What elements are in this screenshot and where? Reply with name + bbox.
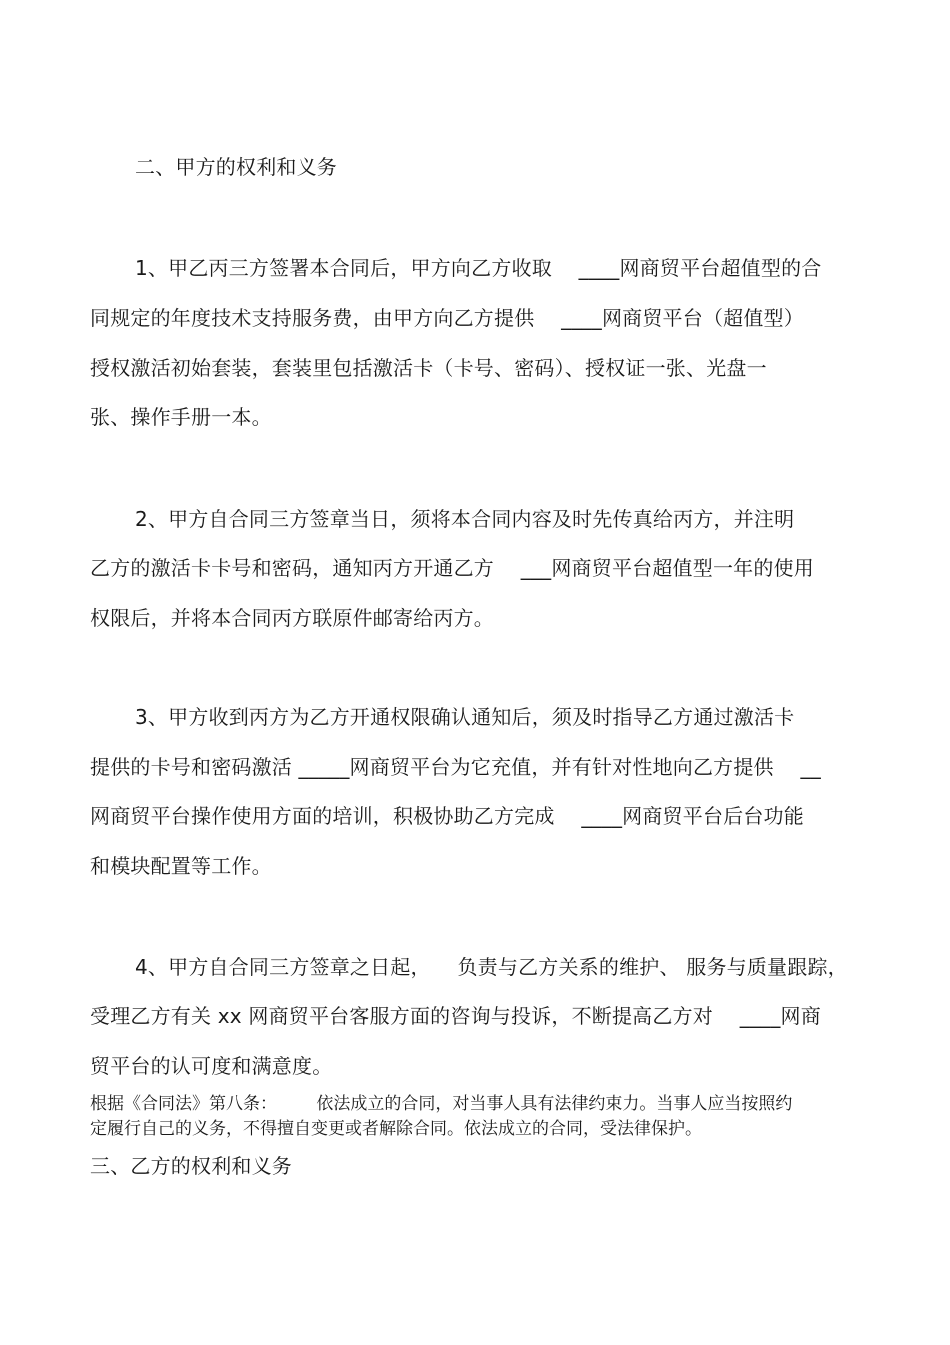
clause-4-line-2: 受理乙方有关 xx 网商贸平台客服方面的咨询与投诉，不断提高乙方对 ____网商 — [90, 1004, 821, 1028]
clause-1-line-1: 1、甲乙丙三方签署本合同后，甲方向乙方收取 ____网商贸平台超值型的合 — [135, 256, 822, 280]
clause-2-line-1: 2、甲方自合同三方签章当日，须将本合同内容及时先传真给丙方，并注明 — [135, 507, 795, 531]
clause-2-line-3: 权限后，并将本合同丙方联原件邮寄给丙方。 — [90, 606, 494, 630]
clause-3-line-4: 和模块配置等工作。 — [90, 854, 272, 878]
clause-4-line-3: 贸平台的认可度和满意度。 — [90, 1054, 333, 1078]
clause-3-line-3: 网商贸平台操作使用方面的培训，积极协助乙方完成 ____网商贸平台后台功能 — [90, 804, 804, 828]
clause-4-line-1: 4、甲方自合同三方签章之日起， 负责与乙方关系的维护、 服务与质量跟踪， — [135, 955, 848, 979]
clause-3-line-2: 提供的卡号和密码激活 _____网商贸平台为它充值，并有针对性地向乙方提供 __ — [90, 755, 821, 779]
clause-1-line-4: 张、操作手册一本。 — [90, 405, 272, 429]
law-note-line-1: 根据《合同法》第八条： 依法成立的合同，对当事人具有法律约束力。当事人应当按照约 — [90, 1094, 793, 1114]
law-note-line-2: 定履行自己的义务，不得擅自变更或者解除合同。依法成立的合同，受法律保护。 — [90, 1119, 702, 1139]
section-heading-2: 二、甲方的权利和义务 — [135, 155, 337, 179]
clause-1-line-3: 授权激活初始套装，套装里包括激活卡（卡号、密码）、授权证一张、光盘一 — [90, 356, 767, 380]
clause-2-line-2: 乙方的激活卡卡号和密码，通知丙方开通乙方 ___网商贸平台超值型一年的使用 — [90, 556, 814, 580]
clause-1-line-2: 同规定的年度技术支持服务费，由甲方向乙方提供 ____网商贸平台（超值型） — [90, 306, 804, 330]
section-heading-3: 三、乙方的权利和义务 — [90, 1154, 292, 1178]
clause-3-line-1: 3、甲方收到丙方为乙方开通权限确认通知后，须及时指导乙方通过激活卡 — [135, 705, 795, 729]
